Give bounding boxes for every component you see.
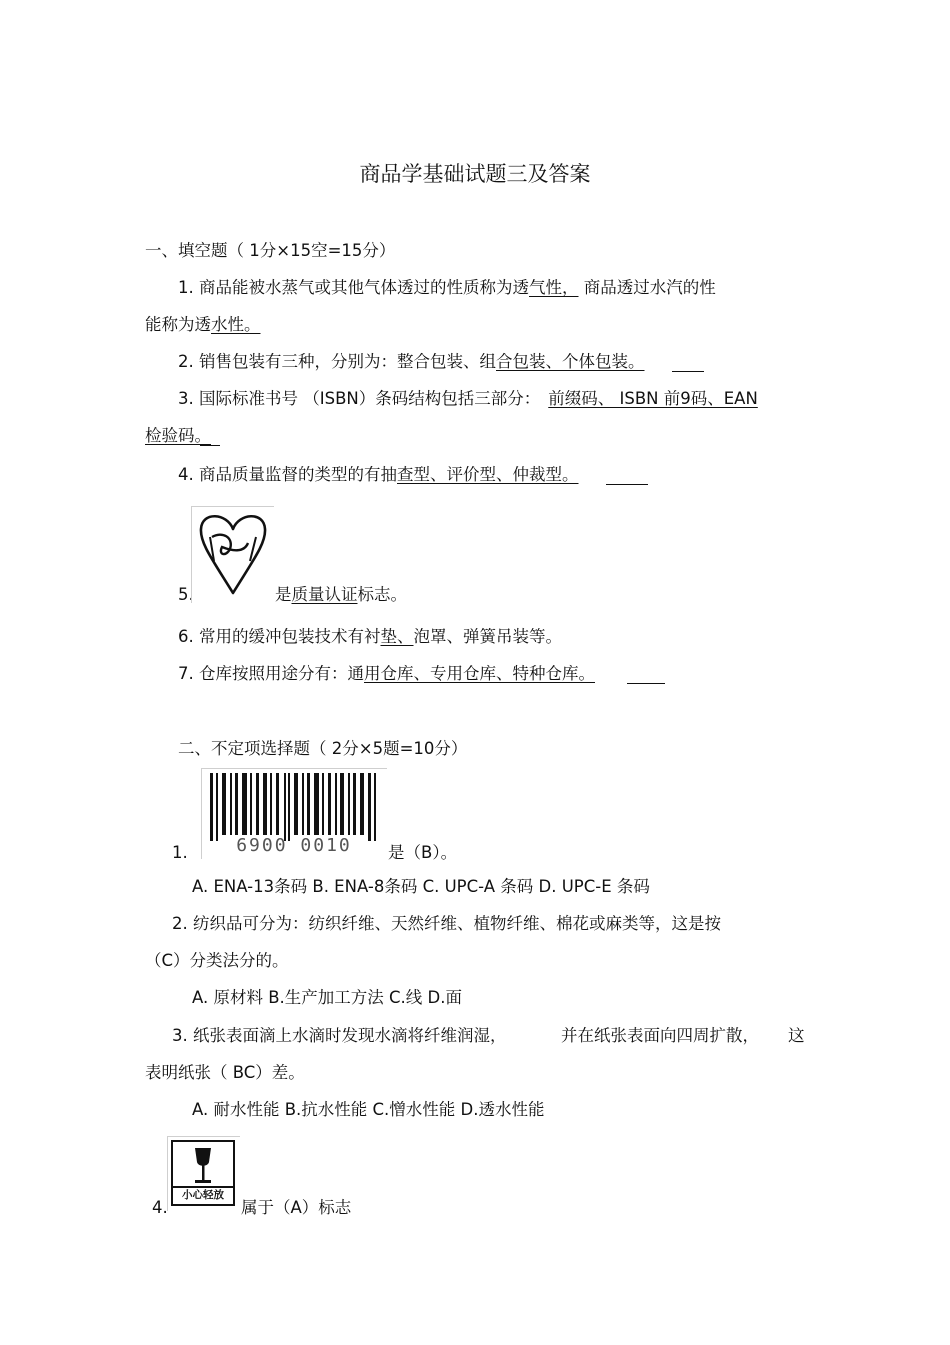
s1-q7: 7. 仓库按照用途分有：通用仓库、专用仓库、特种仓库。 <box>178 664 595 683</box>
answer: 前缀码、 ISBN 前9码、EAN <box>548 389 758 408</box>
s1-q3-line1: 3. 国际标准书号 （ISBN）条码结构包括三部分： 前缀码、 ISBN 前9码、EAN <box>178 389 758 408</box>
barcode-number: 6900 0010 <box>236 835 352 856</box>
answer: 气性， <box>529 278 579 297</box>
heart-mark-icon <box>192 507 274 603</box>
page-title: 商品学基础试题三及答案 <box>359 162 591 186</box>
s1-q5-num: 5. <box>178 585 194 604</box>
s1-q1-line2: 能称为透水性。 <box>145 315 261 334</box>
answer: 合包装、个体包装。 <box>496 352 645 371</box>
s2-q3-options: A. 耐水性能 B.抗水性能 C.憎水性能 D.透水性能 <box>192 1100 545 1119</box>
s2-q2-options: A. 原材料 B.生产加工方法 C.线 D.面 <box>192 988 463 1007</box>
s1-q4: 4. 商品质量监督的类型的有抽查型、评价型、仲裁型。 <box>178 465 579 484</box>
section1-heading: 一、填空题（ 1分×15空=15分） <box>145 241 396 260</box>
answer: 查型、评价型、仲裁型。 <box>397 465 579 484</box>
barcode-icon <box>202 769 387 859</box>
sign-frame <box>171 1140 235 1206</box>
answer: 用仓库、专用仓库、特种仓库。 <box>364 664 595 683</box>
fill-line <box>606 484 648 485</box>
fragile-sign-image <box>167 1136 240 1211</box>
s2-q3-line1a: 3. 纸张表面滴上水滴时发现水滴将纤维润湿， <box>172 1026 507 1045</box>
s2-q2-line2: （C）分类法分的。 <box>145 951 289 970</box>
s1-q5-text: 是质量认证标志。 <box>275 585 407 604</box>
quality-certification-mark-image <box>191 506 274 603</box>
s2-q3-line1b: 并在纸张表面向四周扩散， <box>561 1026 759 1045</box>
fill-line <box>672 371 704 372</box>
s1-q2: 2. 销售包装有三种，分别为：整合包装、组合包装、个体包装。 <box>178 352 645 371</box>
s1-q1-line1: 1. 商品能被水蒸气或其他气体透过的性质称为透气性， 商品透过水汽的性 <box>178 278 716 297</box>
fill-line <box>627 683 665 684</box>
fragile-sign-label: 小心轻放 <box>173 1186 233 1204</box>
s2-q3-line1c: 这 <box>788 1026 805 1045</box>
answer: 质量认证 <box>291 585 358 604</box>
s1-q3-line2 <box>145 425 211 447</box>
s2-q1-text: 是（B）。 <box>388 843 458 862</box>
s2-q3-line2: 表明纸张（ BC）差。 <box>145 1063 305 1082</box>
barcode-image <box>201 768 387 859</box>
section2-heading: 二、不定项选择题（ 2分×5题=10分） <box>178 739 468 758</box>
s2-q2-line1: 2. 纺织品可分为：纺织纤维、天然纤维、植物纤维、棉花或麻类等，这是按 <box>172 914 721 933</box>
s2-q4-num: 4. <box>152 1198 168 1217</box>
fill-line <box>200 445 220 446</box>
s1-q6: 6. 常用的缓冲包装技术有衬垫、泡罩、弹簧吊装等。 <box>178 627 562 646</box>
answer: 水性。 <box>211 315 261 334</box>
answer: 垫、 <box>380 627 414 646</box>
answer: 检验码。 <box>145 426 211 445</box>
s2-q4-text: 属于（A）标志 <box>241 1198 352 1217</box>
wine-glass-icon <box>173 1142 233 1188</box>
s2-q1-num: 1. <box>172 843 188 862</box>
s2-q1-options: A. ENA-13条码 B. ENA-8条码 C. UPC-A 条码 D. UPC-E 条码 <box>192 877 650 896</box>
